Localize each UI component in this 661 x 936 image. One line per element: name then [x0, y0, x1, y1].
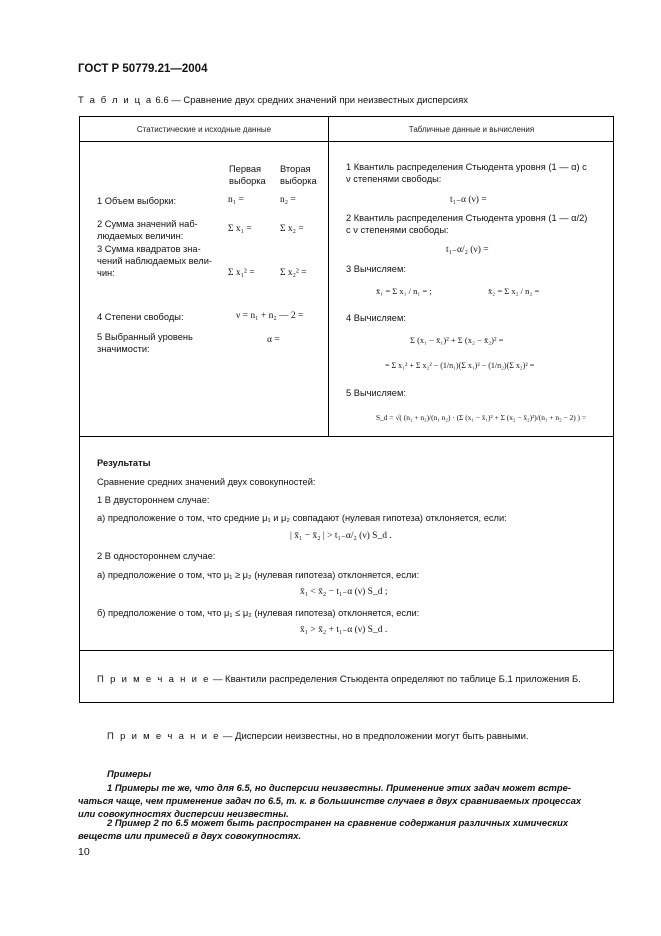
sample2-label-line2: выборка — [280, 176, 317, 186]
table-caption-text: 6.6 — Сравнение двух средних значений при неизвестных дисперсиях — [155, 95, 468, 106]
step2-text — [346, 212, 587, 236]
sample1-label-line1: Первая — [229, 164, 262, 174]
results-case2a: а) предположение о том, что μ₁ ≥ μ₂ (нулевая гипотеза) отклоняется, если: — [97, 570, 420, 580]
table-caption — [78, 95, 468, 106]
page-note — [107, 731, 529, 742]
formula-one-sided-b: x̄₁ > x̄₂ + t₁₋α (ν) S_d . — [300, 625, 388, 635]
table-caption-prefix: Т а б л и ц а — [78, 95, 153, 106]
example2-line2: веществ или примесей в двух совокупностях. — [78, 830, 302, 841]
table-note-text: — Квантили распределения Стьюдента определяют по таблице Б.1 приложения Б. — [210, 674, 581, 685]
formula-sum-deviations: Σ (x₁ − x̄₁)² + Σ (x₂ − x̄₂)² = — [410, 335, 504, 345]
sample1-label — [229, 163, 266, 187]
formula-mean-x2: x̄₂ = Σ x₂ / n₂ = — [488, 286, 540, 296]
item-sum-values-line2: людаемых величин: — [97, 231, 184, 241]
step2-text-line2: с ν степенями свободы: — [346, 225, 449, 235]
formula-sum-expanded: = Σ x₁² + Σ x₂² − (1/n₁)(Σ x₁)² − (1/n₂)(Σ x₂)² = — [385, 361, 535, 370]
item-degrees-freedom: 4 Степени свободы: — [97, 312, 184, 322]
results-case1a: а) предположение о том, что средние μ₁ и μ₂ совпадают (нулевая гипотеза) отклоняется, если: — [97, 513, 507, 523]
item-sum-squares-line3: чин: — [97, 268, 115, 278]
item-sum-values-line1: 2 Сумма значений наб- — [97, 219, 198, 229]
formula-sum-x2: Σ x₂ = — [280, 224, 304, 234]
step2-text-line1: 2 Квантиль распределения Стьюдента уровня (1 — α/2) — [346, 213, 588, 223]
table-note — [97, 674, 581, 685]
example1-line2: чаться чаще, чем применение задач по 6.5, т. к. в большинстве случаев в двух сравниваемых процессах — [78, 795, 582, 806]
formula-sum-sq-x1: Σ x₁² = — [228, 268, 255, 278]
examples-title: Примеры — [107, 768, 152, 779]
formula-alpha: α = — [267, 335, 280, 345]
page-number: 10 — [78, 846, 90, 858]
formula-mean-x1: x̄₁ = Σ x₁ / n₁ = ; — [376, 286, 432, 296]
formula-degrees-freedom: ν = n₁ + n₂ — 2 = — [236, 311, 304, 321]
example1-line1: 1 Примеры те же, что для 6.5, но дисперсии неизвестны. Применение этих задач может встре- — [107, 782, 571, 793]
results-case2b: б) предположение о том, что μ₁ ≤ μ₂ (нулевая гипотеза) отклоняется, если: — [97, 608, 420, 618]
formula-sum-x1: Σ x₁ = — [228, 224, 252, 234]
column-header-right: Табличные данные и вычисления — [408, 125, 535, 134]
results-intro: Сравнение средних значений двух совокупностей: — [97, 477, 316, 487]
comparison-table — [79, 116, 614, 703]
header-divider — [80, 141, 613, 142]
results-case2: 2 В одностороннем случае: — [97, 551, 216, 561]
item-significance — [97, 331, 193, 355]
formula-quantile-1: t₁₋α (ν) = — [450, 195, 487, 205]
step3-text: 3 Вычисляем: — [346, 264, 406, 274]
step1-text-line2: ν степенями свободы: — [346, 174, 442, 184]
formula-quantile-2: t₁₋α/₂ (ν) = — [446, 245, 489, 255]
item-sum-squares-line1: 3 Сумма квадратов зна- — [97, 244, 201, 254]
sample1-label-line2: выборка — [229, 176, 266, 186]
page-note-text: — Дисперсии неизвестны, но в предположении могут быть равными. — [220, 731, 529, 742]
item-sum-squares — [97, 243, 212, 279]
formula-sum-sq-x2: Σ x₂² = — [280, 268, 307, 278]
step1-text — [346, 161, 587, 185]
item-significance-line1: 5 Выбранный уровень — [97, 332, 193, 342]
example1-line3: или совокупностях дисперсии неизвестны. — [78, 808, 289, 819]
results-title: Результаты — [97, 458, 151, 468]
formula-n1: n₁ = — [228, 195, 244, 205]
body-divider — [80, 436, 613, 437]
step1-text-line1: 1 Квантиль распределения Стьюдента уровня (1 — α) с — [346, 162, 587, 172]
item-significance-line2: значимости: — [97, 344, 150, 354]
formula-one-sided-a: x̄₁ < x̄₂ − t₁₋α (ν) S_d ; — [300, 587, 388, 597]
step5-text: 5 Вычисляем: — [346, 388, 406, 398]
table-note-prefix: П р и м е ч а н и е — [97, 674, 211, 685]
item-sum-squares-line2: чений наблюдаемых вели- — [97, 256, 213, 266]
formula-sd: S_d = √( (n₁ + n₂)/(n₁ n₂) · (Σ (x₁ − x̄₁)² + Σ (x₂ − x̄₂)²)/(n₁ + n₂ − 2) ) = — [376, 413, 587, 422]
item-sample-size: 1 Объем выборки: — [97, 196, 177, 206]
column-divider — [328, 117, 329, 436]
column-header-left: Статистические и исходные данные — [136, 125, 272, 134]
sample2-label — [280, 163, 317, 187]
formula-n2: n₂ = — [280, 195, 296, 205]
document-header: ГОСТ Р 50779.21—2004 — [78, 63, 208, 75]
sample2-label-line1: Вторая — [280, 164, 311, 174]
step4-text: 4 Вычисляем: — [346, 313, 406, 323]
example2-line1: 2 Пример 2 по 6.5 может быть распространен на сравнение содержания различных химических — [107, 817, 569, 828]
page-note-prefix: П р и м е ч а н и е — [107, 731, 221, 742]
results-case1: 1 В двустороннем случае: — [97, 495, 210, 505]
formula-two-sided: | x̄₁ − x̄₂ | > t₁₋α/₂ (ν) S_d . — [290, 531, 392, 541]
results-divider — [80, 650, 613, 651]
item-sum-values — [97, 218, 198, 242]
